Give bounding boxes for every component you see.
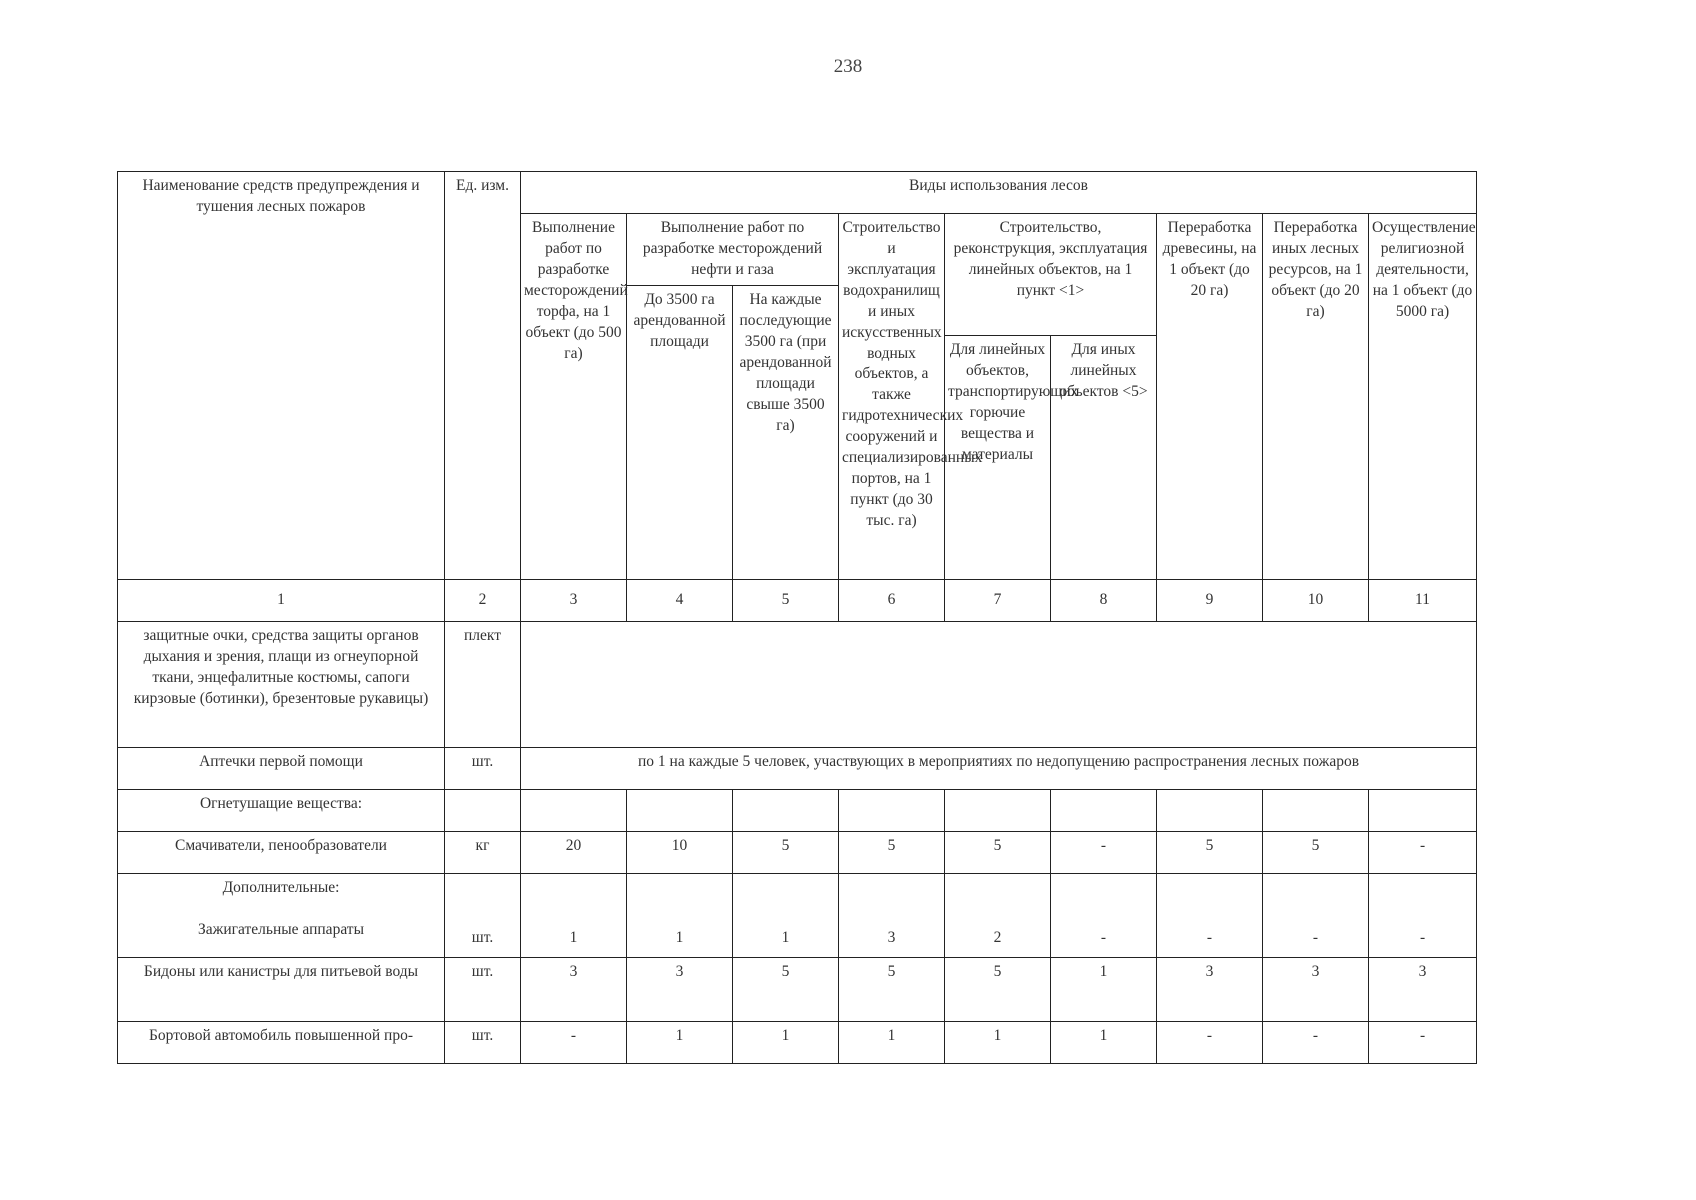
column-number: 3 <box>521 580 627 622</box>
row-igniters-name: Зажигательные аппараты <box>198 921 364 938</box>
table-cell: - <box>1369 1022 1477 1064</box>
column-number: 4 <box>627 580 733 622</box>
row-first-aid-name: Аптечки первой помощи <box>118 748 445 790</box>
table-cell: 5 <box>733 832 839 874</box>
column-number: 10 <box>1263 580 1369 622</box>
row-additional-heading: Дополнительные: <box>222 879 340 896</box>
row-canisters-unit: шт. <box>445 958 521 1022</box>
row-protective-gear-unit: плект <box>445 622 521 748</box>
row-wetting-agents-unit: кг <box>445 832 521 874</box>
row-protective-gear-values <box>521 622 1477 748</box>
header-col-3: Выполнение работ по разработке месторождений торфа, на 1 объект (до 500 га) <box>521 214 627 580</box>
table-row <box>118 748 1477 790</box>
table-cell: - <box>521 1022 627 1064</box>
table-cell: 3 <box>839 874 945 958</box>
header-col-10: Переработка иных лесных ресурсов, на 1 объект (до 20 га) <box>1263 214 1369 580</box>
header-col-6: Строительство и эксплуатация водохранилищ и иных искусственных водных объектов, а также гидротехнических сооружений и специализированных портов, на 1 пункт (до 30 тыс. га) <box>839 214 945 580</box>
row-additional-igniters-name <box>118 874 445 958</box>
table-cell: - <box>1369 832 1477 874</box>
header-col-11: Осуществление религиозной деятельности, на 1 объект (до 5000 га) <box>1369 214 1477 580</box>
column-number: 2 <box>445 580 521 622</box>
table-cell: 5 <box>1157 832 1263 874</box>
table-cell: 1 <box>1051 1022 1157 1064</box>
row-truck-unit: шт. <box>445 1022 521 1064</box>
table-row <box>118 790 1477 832</box>
column-number-row <box>118 580 1477 622</box>
empty-cell <box>733 790 839 832</box>
header-col-7: Для линейных объектов, транспортирующих горючие вещества и материалы <box>945 336 1051 580</box>
table-cell: 3 <box>1157 958 1263 1022</box>
table-cell: 1 <box>733 1022 839 1064</box>
column-number: 6 <box>839 580 945 622</box>
table-cell: 5 <box>733 958 839 1022</box>
table-cell: 5 <box>839 958 945 1022</box>
table-cell: 5 <box>945 958 1051 1022</box>
column-number: 1 <box>118 580 445 622</box>
row-first-aid-merged-value: по 1 на каждые 5 человек, участвующих в мероприятиях по недопущению распространения лесных пожаров <box>521 748 1477 790</box>
table-cell: 1 <box>839 1022 945 1064</box>
table-cell: 3 <box>627 958 733 1022</box>
row-wetting-agents-name: Смачиватели, пенообразователи <box>118 832 445 874</box>
table-cell: 5 <box>1263 832 1369 874</box>
table-cell: - <box>1157 874 1263 958</box>
page-number: 238 <box>833 56 863 77</box>
table-cell: 1 <box>627 874 733 958</box>
table-cell: 2 <box>945 874 1051 958</box>
row-extinguishing-agents-name: Огнетушащие вещества: <box>118 790 445 832</box>
table-cell: 1 <box>627 1022 733 1064</box>
header-col-8: Для иных линейных объектов <5> <box>1051 336 1157 580</box>
header-col-9: Переработка древесины, на 1 объект (до 20 га) <box>1157 214 1263 580</box>
table-cell: 3 <box>521 958 627 1022</box>
table-row <box>118 1022 1477 1064</box>
table-cell: 10 <box>627 832 733 874</box>
empty-cell <box>1157 790 1263 832</box>
table-cell: - <box>1263 1022 1369 1064</box>
table-cell: - <box>1051 874 1157 958</box>
column-number: 9 <box>1157 580 1263 622</box>
table-cell: - <box>1369 874 1477 958</box>
table-cell: - <box>1157 1022 1263 1064</box>
empty-cell <box>1051 790 1157 832</box>
table-cell: 1 <box>1051 958 1157 1022</box>
empty-cell <box>627 790 733 832</box>
column-number: 11 <box>1369 580 1477 622</box>
empty-cell <box>945 790 1051 832</box>
row-protective-gear-name: защитные очки, средства защиты органов дыхания и зрения, плащи из огнеупорной ткани, энцефалитные костюмы, сапоги кирзовые (ботинки), брезентовые рукавицы) <box>118 622 445 748</box>
table-cell: 5 <box>945 832 1051 874</box>
table-cell: 3 <box>1263 958 1369 1022</box>
row-igniters-unit: шт. <box>445 874 521 958</box>
empty-cell <box>521 790 627 832</box>
row-canisters-name: Бидоны или канистры для питьевой воды <box>118 958 445 1022</box>
empty-cell <box>839 790 945 832</box>
table-row <box>118 958 1477 1022</box>
empty-cell <box>445 790 521 832</box>
table-cell: 1 <box>945 1022 1051 1064</box>
table-row <box>118 832 1477 874</box>
header-unit-column: Ед. изм. <box>445 172 521 580</box>
table-cell: 1 <box>733 874 839 958</box>
fire-equipment-table <box>117 171 1477 1064</box>
table-row <box>118 874 1477 958</box>
empty-cell <box>1263 790 1369 832</box>
header-col-5: На каждые последующие 3500 га (при арендованной площади свыше 3500 га) <box>733 286 839 580</box>
column-number: 5 <box>733 580 839 622</box>
header-name-column: Наименование средств предупреждения и тушения лесных пожаров <box>118 172 445 580</box>
column-number: 8 <box>1051 580 1157 622</box>
table-cell: 20 <box>521 832 627 874</box>
row-truck-name: Бортовой автомобиль повышенной про- <box>118 1022 445 1064</box>
header-forest-use-group: Виды использования лесов <box>521 172 1477 214</box>
table-row <box>118 622 1477 748</box>
table-cell: 5 <box>839 832 945 874</box>
header-oil-gas-group: Выполнение работ по разработке месторождений нефти и газа <box>627 214 839 286</box>
table-cell: - <box>1263 874 1369 958</box>
header-col-4: До 3500 га арендованной площади <box>627 286 733 580</box>
column-number: 7 <box>945 580 1051 622</box>
empty-cell <box>1369 790 1477 832</box>
header-linear-group: Строительство, реконструкция, эксплуатация линейных объектов, на 1 пункт <1> <box>945 214 1157 336</box>
table-cell: 1 <box>521 874 627 958</box>
table-cell: - <box>1051 832 1157 874</box>
table-cell: 3 <box>1369 958 1477 1022</box>
row-first-aid-unit: шт. <box>445 748 521 790</box>
